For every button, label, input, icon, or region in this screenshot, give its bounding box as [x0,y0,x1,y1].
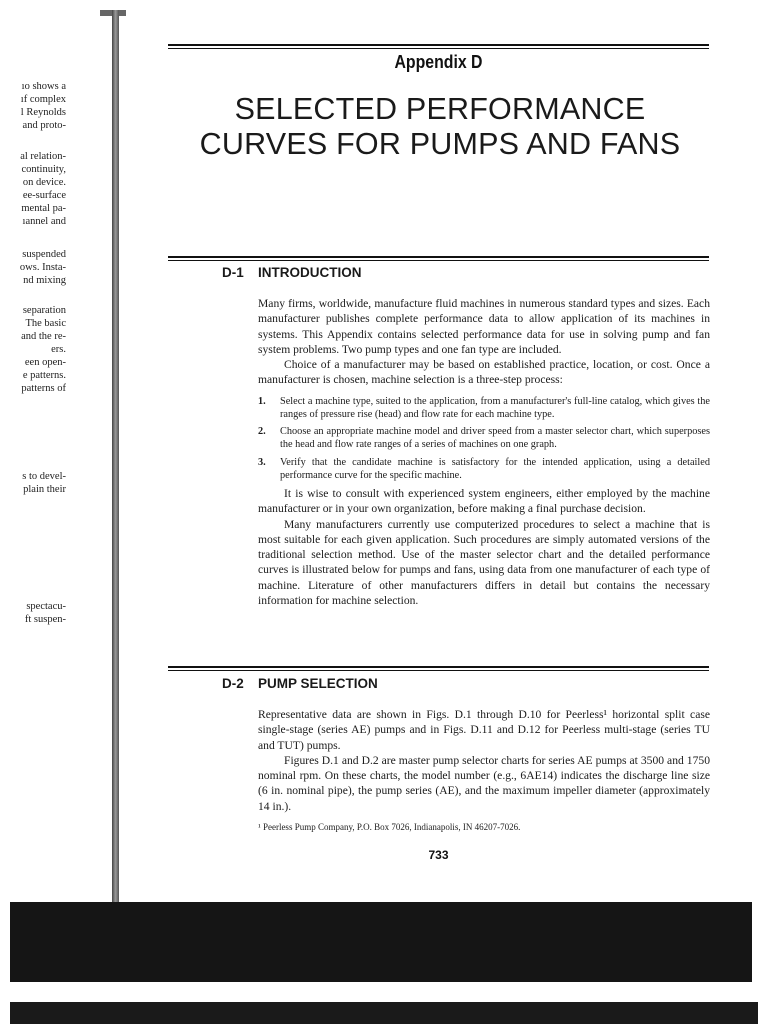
section-1-paragraph-2: Choice of a manufacturer may be based on established practice, location, or cost. Once a manufacturer is chosen, machine selection is a three-step process: [258,358,710,387]
margin-line: een open- [24,357,66,368]
title-line-2: CURVES FOR PUMPS AND FANS [199,127,681,161]
margin-line: The basic [25,318,66,329]
margin-line: and proto- [22,120,66,131]
margin-line: and the re- [21,331,66,342]
step-text: Select a machine type, suited to the application, from a manufacturer's full-line catalog, which gives the ranges of pressure rise (head) and flow rate for each machine type. [280,395,710,420]
list-item [258,456,710,482]
margin-line: plain their [23,484,66,495]
section-1-rule-top [168,256,709,258]
step-number: 1. [258,395,266,407]
step-number: 3. [258,456,266,468]
page-number: 733 [428,848,449,862]
left-margin-block-1 [0,80,66,132]
header-rule-top [168,44,709,46]
section-2-rule-top [168,666,709,668]
scan-shadow-band [10,902,752,982]
section-1-body [258,296,710,608]
page-title [160,92,720,162]
left-margin-block-2 [0,150,66,228]
margin-line: ıannel and [22,216,66,227]
book-spine [112,10,119,902]
margin-line: suspended [22,249,66,260]
margin-line: ee-surface [22,190,66,201]
margin-line: ows. Insta- [19,262,66,273]
margin-line: on device. [22,177,66,188]
left-margin-block-5 [0,470,66,496]
section-2-title: PUMP SELECTION [258,676,378,691]
section-2-paragraph-2: Figures D.1 and D.2 are master pump selector charts for series AE pumps at 3500 and 1750 nominal rpm. On these charts, the model number (e.g., 6AE14) indicates the discharge line size (6 in. nominal pipe), the pump series (AE), and the maximum impeller diameter (approximately 14 in.). [258,753,710,813]
section-1-paragraph-3: It is wise to consult with experienced system engineers, either employed by the machine manufacturer or in your own organization, before making a final purchase decision. [258,487,710,516]
section-1-title: INTRODUCTION [258,265,362,280]
margin-line: l Reynolds [20,107,66,118]
left-margin-block-6 [0,600,66,626]
title-line-1: SELECTED PERFORMANCE [234,92,646,126]
margin-line: ıf complex [20,94,66,105]
margin-line: al relation- [20,151,66,162]
section-2-paragraph-1: Representative data are shown in Figs. D.1 through D.10 for Peerless¹ horizontal split case single-stage (series AE) pumps and in Figs. D.11 and D.12 for Peerless multi-stage (series TU and TUT) pumps. [258,708,710,752]
section-1-rule-bottom [168,260,709,261]
margin-line: continuity, [21,164,66,175]
step-number: 2. [258,426,266,438]
left-margin-block-4 [0,304,66,395]
section-2-number: D-2 [222,676,244,691]
list-item [258,425,710,451]
scan-shadow-bottom [10,1002,758,1024]
margin-line: ft suspen- [24,614,66,625]
margin-line: ers. [51,344,66,355]
section-2-rule-bottom [168,670,709,671]
margin-line: patterns of [21,383,66,394]
left-margin-block-3 [0,248,66,287]
appendix-label: Appendix D [394,52,483,72]
section-1-number: D-1 [222,265,244,280]
list-item [258,395,710,421]
header-rule-bottom [168,48,709,49]
footnote: ¹ Peerless Pump Company, P.O. Box 7026, Indianapolis, IN 46207-7026. [258,822,521,832]
section-1-paragraph-4: Many manufacturers currently use computerized procedures to select a machine that is most suitable for each given application. Such procedures are simply automated versions of the traditional selection method. Use of the master selector chart and the detailed performance curves is illustrated below for pumps and fans, using data from one manufacturer of each type of machine. Literature of other manufacturers differs in detail but contains the necessary information for machine selection. [258,517,710,608]
selection-steps-list [258,395,710,482]
section-2-body [258,707,710,814]
margin-line: mental pa- [21,203,66,214]
step-text: Verify that the candidate machine is satisfactory for the intended application, using a detailed performance curve for the specific machine. [280,456,710,481]
margin-line: ıo shows a [21,81,66,92]
margin-line: nd mixing [23,275,66,286]
margin-line: separation [22,305,66,316]
step-text: Choose an appropriate machine model and driver speed from a master selector chart, which superposes the head and flow rate ranges of a series of machines on one graph. [280,426,710,451]
margin-line: spectacu- [26,601,66,612]
section-1-paragraph-1: Many firms, worldwide, manufacture fluid machines in numerous standard types and sizes. Each manufacturer publishes complete performance data to allow application of its machines in systems. This Appendix contains selected performance data for use in solving pump and fan system problems. Two pump types and one fan type are included. [258,297,710,356]
margin-line: e patterns. [22,370,66,381]
margin-line: s to devel- [22,471,66,482]
